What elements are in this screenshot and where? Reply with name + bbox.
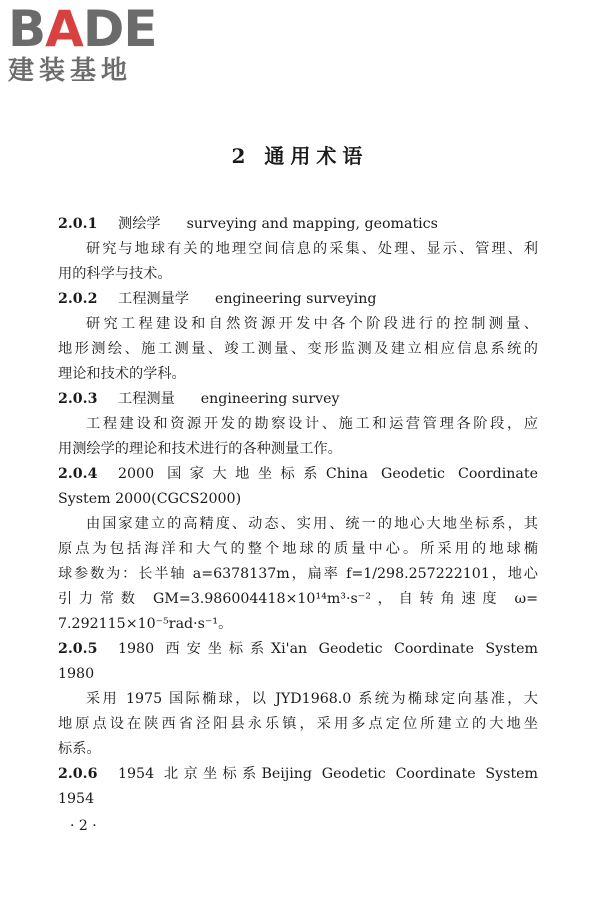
term-heading	[58, 762, 538, 787]
term-english-cont: 1954	[58, 791, 95, 807]
term-english: Beijing Geodetic Coordinate System	[261, 766, 538, 782]
term-english-cont: 1980	[58, 666, 95, 682]
term-number: 2.0.2	[58, 291, 98, 307]
term-heading	[58, 637, 538, 662]
term-chinese: 工程测量学	[118, 291, 189, 307]
definition-line: 理论和技术的学科。	[58, 366, 186, 382]
term-number: 2.0.6	[58, 766, 98, 782]
definition-line: 地原点设在陕西省泾阳县永乐镇，采用多点定位所建立的大地坐	[58, 716, 538, 732]
page-number: · 2 ·	[70, 818, 97, 834]
term-number: 2.0.5	[58, 641, 98, 657]
definition-line: 采用 1975 国际椭球，以 JYD1968.0 系统为椭球定向基准，大	[86, 691, 538, 707]
term-list	[58, 212, 538, 812]
definition-line: 由国家建立的高精度、动态、实用、统一的地心大地坐标系，其	[86, 516, 538, 532]
term-english: China Geodetic Coordinate	[325, 466, 538, 482]
definition-line: 7.292115×10⁻⁵rad·s⁻¹。	[58, 616, 233, 632]
definition-line: 原点为包括海洋和大气的整个地球的质量中心。所采用的地球椭	[58, 541, 538, 557]
definition-line: 用的科学与技术。	[58, 266, 172, 282]
term-chinese: 测绘学	[118, 216, 161, 232]
term-heading	[58, 287, 538, 312]
term-english: engineering surveying	[214, 291, 377, 307]
definition-line: 球参数为：长半轴 a=6378137m，扁率 f=1/298.257222101，地心	[58, 566, 538, 582]
section-title: 2 通用术语	[231, 144, 369, 168]
term-english: engineering survey	[200, 391, 340, 407]
logo-subtitle: 建装基地	[8, 56, 133, 86]
term-chinese: 工程测量	[118, 391, 175, 407]
definition-line: 工程建设和资源开发的勘察设计、施工和运营管理各阶段，应	[86, 416, 538, 432]
term-chinese: 1954 北京坐标系	[118, 766, 262, 782]
definition-line: 研究与地球有关的地理空间信息的采集、处理、显示、管理、利	[86, 241, 538, 257]
definition-line: 引力常数 GM=3.986004418×10¹⁴m³·s⁻²，自转角速度 ω=	[58, 591, 538, 607]
term-heading	[58, 462, 538, 487]
definition-line: 标系。	[58, 741, 101, 757]
term-english-cont: System 2000(CGCS2000)	[58, 491, 242, 507]
definition-line: 用测绘学的理论和技术进行的各种测量工作。	[58, 441, 342, 457]
logo-wordmark: BADE	[8, 0, 157, 58]
logo	[8, 0, 178, 88]
definition-line: 地形测绘、施工测量、竣工测量、变形监测及建立相应信息系统的	[58, 341, 538, 357]
term-number: 2.0.4	[58, 466, 98, 482]
term-chinese: 1980 西安坐标系	[118, 641, 272, 657]
term-english: Xi'an Geodetic Coordinate System	[271, 641, 538, 657]
term-heading	[58, 212, 538, 237]
definition-line: 研究工程建设和自然资源开发中各个阶段进行的控制测量、	[86, 316, 538, 332]
term-english: surveying and mapping, geomatics	[186, 216, 438, 232]
term-number: 2.0.1	[58, 216, 98, 232]
term-chinese: 2000 国家大地坐标系	[118, 466, 326, 482]
term-number: 2.0.3	[58, 391, 98, 407]
term-heading	[58, 387, 538, 412]
